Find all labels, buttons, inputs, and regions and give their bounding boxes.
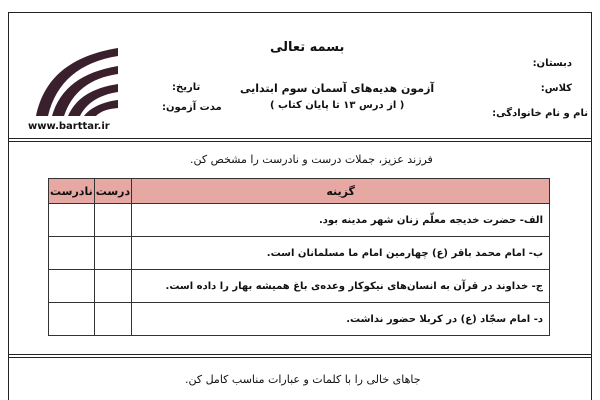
exam-range: ( از درس ۱۳ تا پایان کتاب ): [270, 100, 405, 111]
school-label: دبستان:: [532, 58, 572, 69]
table-row: [49, 270, 550, 303]
true-false-table: [48, 178, 550, 336]
site-url: www.barttar.ir: [28, 121, 110, 132]
table-header-row: [49, 179, 550, 204]
header-divider-2: [8, 141, 592, 142]
incorrect-answer-cell[interactable]: [49, 237, 95, 270]
correct-answer-cell[interactable]: [94, 237, 131, 270]
question-text: ج- خداوند در قرآن به انسان‌های نیکوکار وعده‌ی باغ همیشه بهار را داده است.: [132, 270, 550, 303]
question-text: الف- حضرت خدیجه معلّم زنان شهر مدینه بود.: [132, 204, 550, 237]
section-divider-2: [8, 357, 592, 358]
correct-answer-cell[interactable]: [94, 204, 131, 237]
col-incorrect-header: نادرست: [49, 179, 95, 204]
exam-title: آزمون هدیه‌های آسمان سوم ابتدایی: [240, 82, 435, 95]
table-row: [49, 204, 550, 237]
barttar-logo-icon: [30, 38, 122, 122]
question-text: ب- امام محمد باقر (ع) چهارمین امام ما مسلمانان است.: [132, 237, 550, 270]
section-divider: [8, 354, 592, 355]
section2-instruction: جاهای خالی را با کلمات و عبارات مناسب کامل کن.: [185, 373, 421, 386]
header-divider: [8, 138, 592, 139]
duration-label: مدت آزمون:: [162, 102, 222, 113]
section1-instruction: فرزند عزیز، جملات درست و نادرست را مشخص کن.: [190, 153, 433, 166]
incorrect-answer-cell[interactable]: [49, 303, 95, 336]
date-label: تاریخ:: [172, 82, 201, 93]
bismillah: بسمه تعالی: [270, 40, 345, 55]
table-row: [49, 303, 550, 336]
incorrect-answer-cell[interactable]: [49, 204, 95, 237]
col-correct-header: درست: [94, 179, 131, 204]
table-row: [49, 237, 550, 270]
incorrect-answer-cell[interactable]: [49, 270, 95, 303]
name-label: نام و نام خانوادگی:: [492, 108, 588, 119]
correct-answer-cell[interactable]: [94, 270, 131, 303]
question-text: د- امام سجّاد (ع) در کربلا حضور نداشت.: [132, 303, 550, 336]
class-label: کلاس:: [540, 83, 572, 94]
col-option-header: گزینه: [132, 179, 550, 204]
correct-answer-cell[interactable]: [94, 303, 131, 336]
